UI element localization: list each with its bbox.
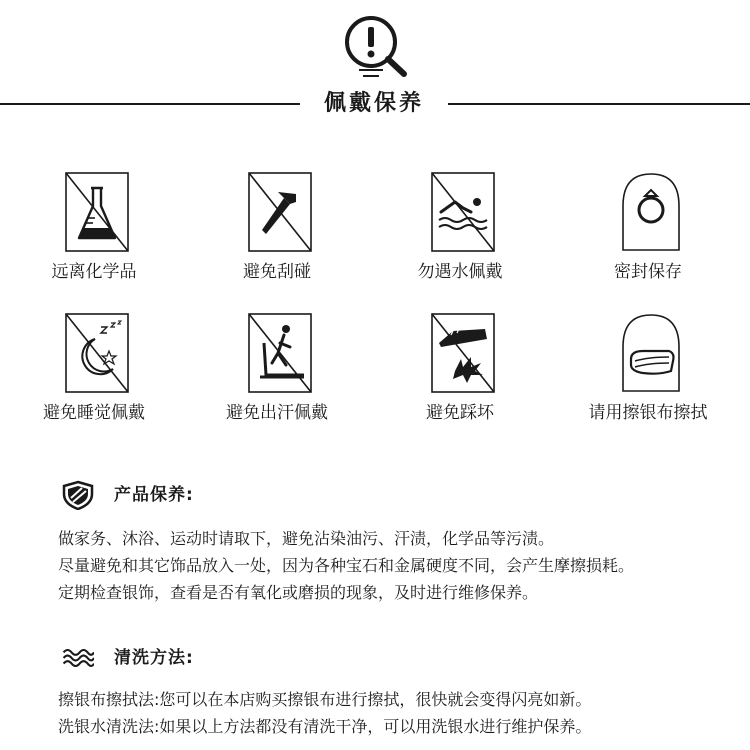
care-item [187,172,367,292]
flask-prohibited-icon [65,172,129,252]
shield-icon [62,480,94,510]
treadmill-prohibited-icon [248,313,312,393]
care-item-label: 避免睡觉佩戴 [43,403,145,423]
swimming-prohibited-icon [431,172,495,252]
hammer-prohibited-icon [248,172,312,252]
care-item-label: 请用擦银布擦拭 [588,403,708,423]
care-item-label: 密封保存 [614,262,682,282]
exclamation-magnifier-icon [341,12,411,80]
cleaning-line: 洗银水清洗法:如果以上方法都没有清洗干净，可以用洗银水进行维护保养。 [58,717,592,736]
cleaning-title: 清洗方法: [114,648,194,668]
care-item [4,313,184,433]
care-item-label: 避免出汗佩戴 [226,403,328,423]
page-title: 佩戴保养 [323,91,424,116]
care-item [4,172,184,292]
title-divider-left [0,103,300,105]
waves-icon [62,643,94,673]
product-care-line: 定期检查银饰，查看是否有氧化或磨损的现象，及时进行维修保养。 [58,583,539,602]
care-item-label: 远离化学品 [51,262,137,282]
stomp-prohibited-icon [431,313,495,393]
sealed-pouch-ring-icon [619,172,683,252]
care-item [558,313,738,433]
product-care-title: 产品保养: [114,485,194,505]
care-item [370,172,550,292]
care-item-label: 避免刮碰 [243,262,311,282]
care-item-label: 勿遇水佩戴 [417,262,503,282]
care-item-label: 避免踩坏 [426,403,494,423]
product-care-line: 尽量避免和其它饰品放入一处，因为各种宝石和金属硬度不同，会产生摩擦损耗。 [58,556,635,575]
care-item [187,313,367,433]
sleep-moon-prohibited-icon [65,313,129,393]
pouch-cloth-icon [619,313,683,393]
cleaning-line: 擦银布擦拭法:您可以在本店购买擦银布进行擦拭，很快就会变得闪亮如新。 [58,690,592,709]
section-title-row [0,88,750,120]
product-care-line: 做家务、沐浴、运动时请取下，避免沾染油污、汗渍，化学品等污渍。 [58,529,555,548]
care-item [370,313,550,433]
title-divider-right [448,103,750,105]
care-item [558,172,738,292]
